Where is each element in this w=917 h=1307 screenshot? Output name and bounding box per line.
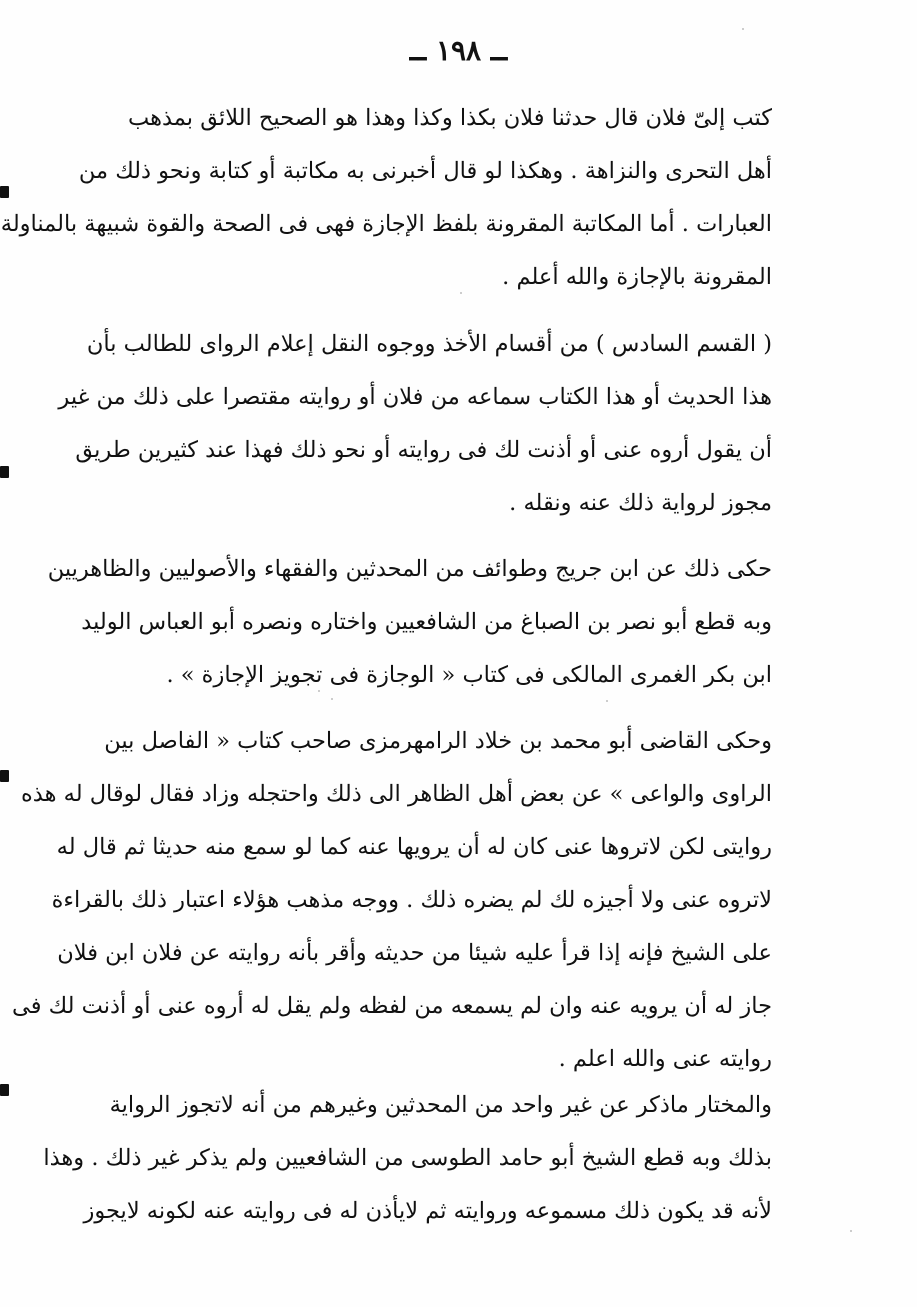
margin-hole-mark [0, 770, 9, 782]
paragraph-4 [12, 715, 772, 1086]
text-line: الراوى والواعى » عن بعض أهل الظاهر الى ذلك واحتجله وزاد فقال لوقال له هذه [21, 781, 772, 807]
text-line: كتب إلىّ فلان قال حدثنا فلان بكذا وكذا وهذا هو الصحيح اللائق بمذهب [128, 105, 772, 131]
scan-speck [742, 28, 744, 30]
text-line: العبارات . أما المكاتبة المقرونة بلفظ الإجازة فهى فى الصحة والقوة شبيهة بالمناولة [0, 211, 772, 237]
scan-speck [606, 700, 608, 702]
text-line: ابن بكر الغمرى المالكى فى كتاب « الوجازة فى تجويز الإجازة » . [166, 662, 772, 688]
text-line: وبه قطع أبو نصر بن الصباغ من الشافعيين واختاره ونصره أبو العباس الوليد [81, 609, 772, 635]
text-line: جاز له أن يرويه عنه وان لم يسمعه من لفظه ولم يقل له أروه عنى أو أذنت لك فى [12, 993, 772, 1019]
scan-speck [318, 690, 320, 692]
text-line: لاتروه عنى ولا أجيزه لك لم يضره ذلك . ووجه مذهب هؤلاء اعتبار ذلك بالقراءة [51, 887, 772, 913]
text-line: مجوز لرواية ذلك عنه ونقله . [509, 490, 772, 516]
text-line: والمختار ماذكر عن غير واحد من المحدثين وغيرهم من أنه لاتجوز الرواية [109, 1092, 772, 1118]
margin-hole-mark [0, 1084, 9, 1096]
text-line: حكى ذلك عن ابن جريج وطوائف من المحدثين والفقهاء والأصوليين والظاهريين [47, 556, 772, 582]
margin-hole-mark [0, 186, 9, 198]
paragraph-5 [43, 1079, 772, 1238]
margin-hole-mark [0, 466, 9, 478]
text-line: المقرونة بالإجازة والله أعلم . [502, 264, 772, 290]
paragraph-3 [47, 543, 772, 702]
scan-speck [331, 698, 333, 700]
text-line: أن يقول أروه عنى أو أذنت لك فى روايته أو نحو ذلك فهذا عند كثيرين طريق [75, 437, 772, 463]
text-line: روايتى لكن لاتروها عنى كان له أن يرويها عنه كما لو سمع منه حديثا ثم قال له [56, 834, 772, 860]
scan-speck [460, 292, 462, 294]
text-line: ( القسم السادس ) من أقسام الأخذ ووجوه النقل إعلام الرواى للطالب بأن [86, 331, 772, 357]
text-line: بذلك وبه قطع الشيخ أبو حامد الطوسى من الشافعيين ولم يذكر غير ذلك . وهذا [43, 1145, 772, 1171]
text-line: وحكى القاضى أبو محمد بن خلاد الرامهرمزى صاحب كتاب « الفاصل بين [104, 728, 772, 754]
text-line: أهل التحرى والنزاهة . وهكذا لو قال أخبرنى به مكاتبة أو كتابة ونحو ذلك من [78, 158, 772, 184]
paragraph-1 [0, 92, 772, 304]
paragraph-2 [58, 318, 772, 530]
text-line: على الشيخ فإنه إذا قرأ عليه شيئا من حديثه وأقر بأنه روايته عن فلان ابن فلان [57, 940, 772, 966]
page-number: ــ ١٩٨ ــ [409, 34, 508, 67]
scan-speck [850, 1230, 852, 1232]
text-line: لأنه قد يكون ذلك مسموعه وروايته ثم لايأذن له فى روايته عنه لكونه لايجوز [83, 1198, 772, 1224]
text-line: هذا الحديث أو هذا الكتاب سماعه من فلان أو روايته مقتصرا على ذلك من غير [58, 384, 772, 410]
text-line: روايته عنى والله اعلم . [558, 1046, 772, 1072]
